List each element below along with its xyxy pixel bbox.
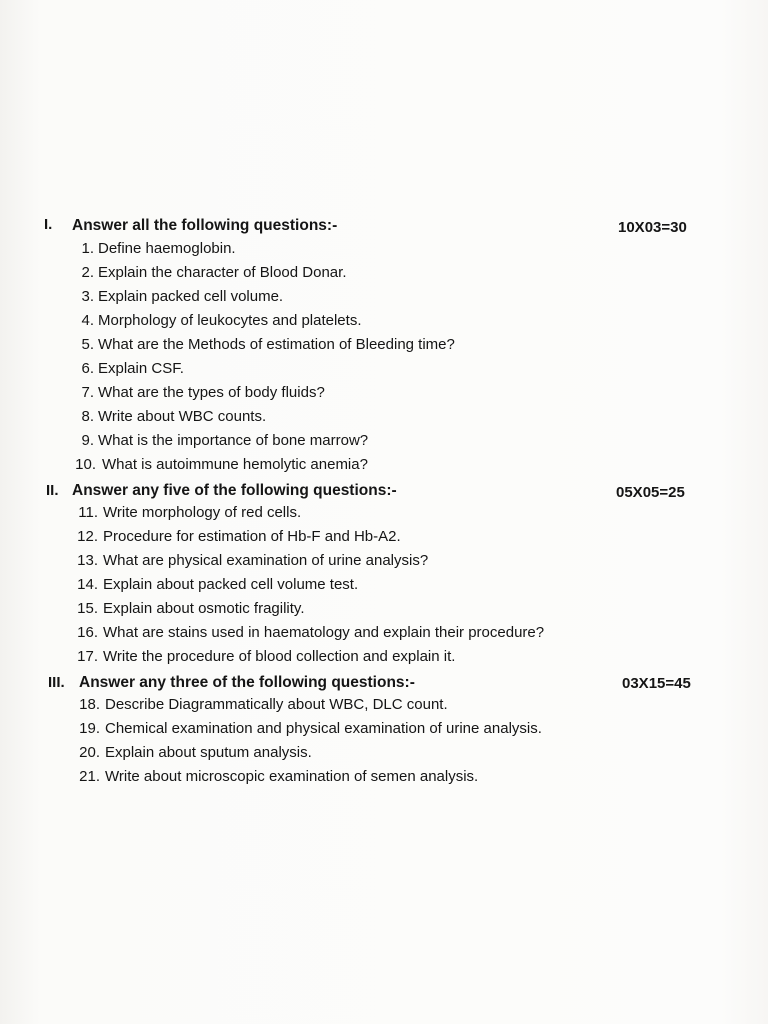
question-text: Explain about osmotic fragility. [103,600,305,617]
question-text: What are stains used in haematology and explain their procedure? [103,624,545,641]
question-text: What is autoimmune hemolytic anemia? [102,456,368,473]
question-text: What are the Methods of estimation of Bleeding time? [98,336,455,353]
question-number: 7. [81,384,94,401]
question-text: Write the procedure of blood collection and explain it. [103,648,456,665]
section-marks: 03X15=45 [622,675,691,692]
section-heading: Answer any five of the following questions:- [72,482,397,499]
question-item [0,768,768,792]
question-number: 12. [77,528,98,545]
section-number: II. [46,482,59,499]
question-text: Explain about sputum analysis. [105,744,312,761]
section-heading: Answer any three of the following questions:- [79,674,415,691]
question-text: Chemical examination and physical examination of urine analysis. [105,720,542,737]
question-item [0,600,768,624]
section-1 [0,216,768,480]
question-text: Describe Diagrammatically about WBC, DLC count. [105,696,448,713]
question-number: 14. [77,576,98,593]
question-item [0,576,768,600]
question-item [0,456,768,480]
question-number: 4. [81,312,94,329]
section-marks: 05X05=25 [616,484,685,501]
section-heading: Answer all the following questions:- [72,217,338,234]
question-text: Explain about packed cell volume test. [103,576,359,593]
question-number: 19. [79,720,100,737]
question-number: 11. [78,504,98,521]
question-item [0,552,768,576]
question-text: Write morphology of red cells. [103,504,302,521]
question-text: Define haemoglobin. [98,240,236,257]
question-number: 21. [79,768,100,785]
question-text: Write about WBC counts. [98,408,267,425]
section-3 [0,672,768,792]
section-2 [0,480,768,672]
question-item [0,288,768,312]
question-number: 18. [79,696,100,713]
section-header [0,672,768,696]
question-item [0,648,768,672]
question-number: 2. [81,264,94,281]
question-item [0,312,768,336]
question-number: 20. [79,744,100,761]
question-text: Explain CSF. [98,360,184,377]
question-number: 6. [81,360,94,377]
question-item [0,528,768,552]
question-number: 5. [81,336,94,353]
question-text: What are the types of body fluids? [98,384,325,401]
question-number: 3. [81,288,94,305]
section-header [0,480,768,504]
question-item [0,336,768,360]
question-item [0,696,768,720]
question-text: Write about microscopic examination of semen analysis. [105,768,479,785]
question-item [0,264,768,288]
question-number: 9. [81,432,94,449]
question-item [0,432,768,456]
section-marks: 10X03=30 [618,219,687,236]
question-item [0,384,768,408]
question-text: What are physical examination of urine analysis? [103,552,429,569]
question-text: Procedure for estimation of Hb-F and Hb-A2. [103,528,401,545]
section-number: I. [44,216,53,233]
question-item [0,504,768,528]
question-number: 13. [77,552,98,569]
question-text: Morphology of leukocytes and platelets. [98,312,362,329]
question-text: What is the importance of bone marrow? [98,432,369,449]
question-item [0,720,768,744]
question-item [0,624,768,648]
question-item [0,408,768,432]
section-number: III. [48,674,65,691]
question-text: Explain packed cell volume. [98,288,284,305]
question-item [0,240,768,264]
question-number: 10. [75,456,96,473]
question-item [0,360,768,384]
section-header [0,216,768,240]
question-number: 8. [81,408,94,425]
question-text: Explain the character of Blood Donar. [98,264,347,281]
question-item [0,744,768,768]
question-number: 15. [77,600,98,617]
question-number: 16. [77,624,98,641]
question-number: 1. [81,240,94,257]
question-number: 17. [77,648,98,665]
